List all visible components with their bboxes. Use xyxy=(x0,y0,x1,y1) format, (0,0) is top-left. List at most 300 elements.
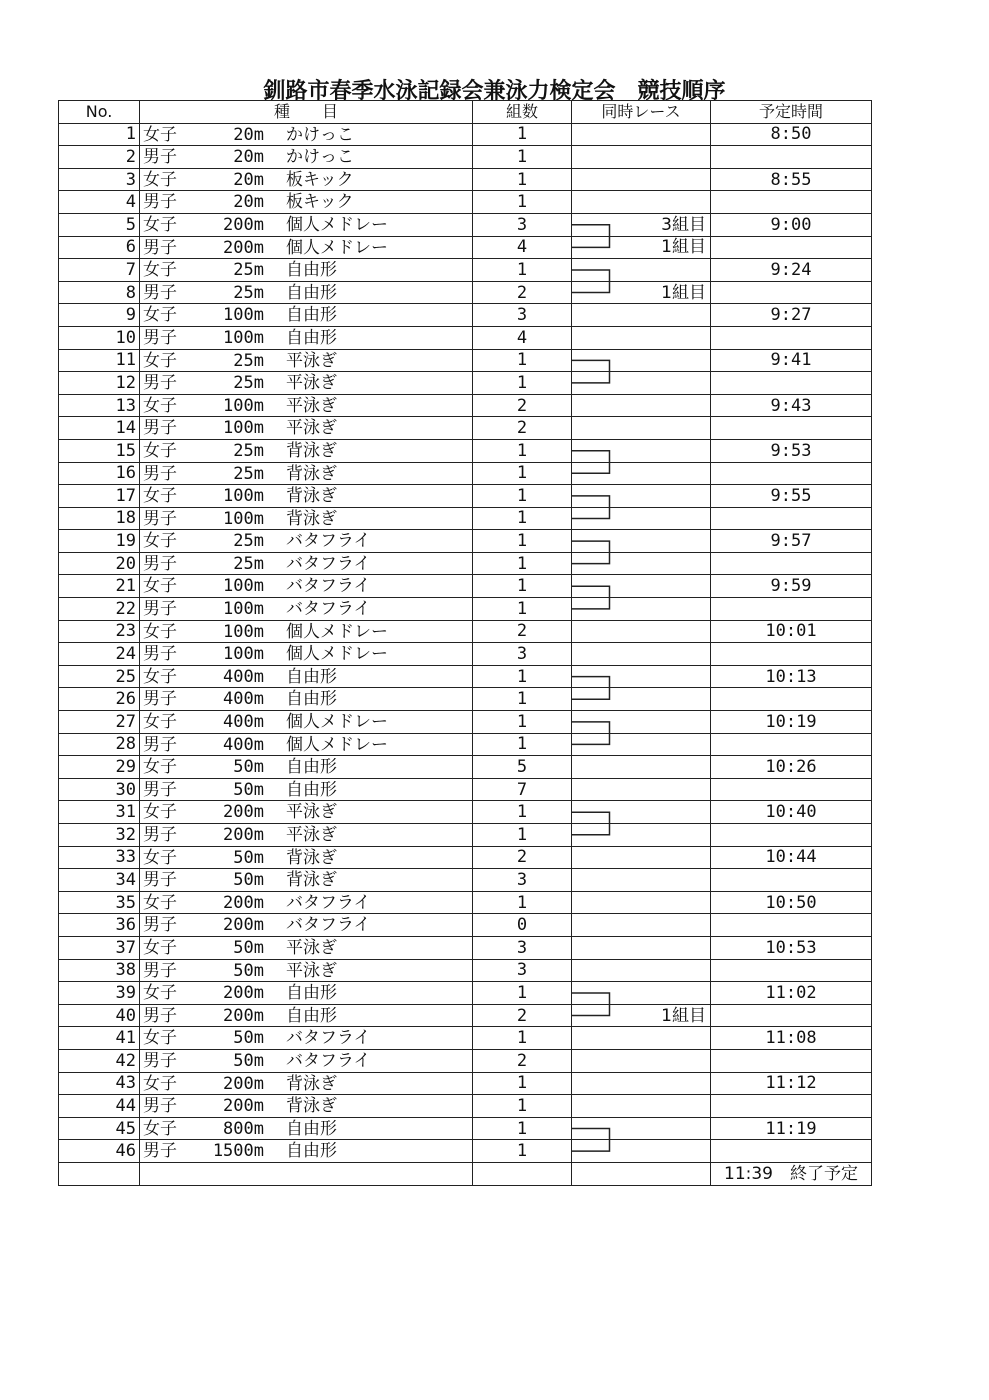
row-distance: 400m xyxy=(223,712,264,733)
row-stroke: かけっこ xyxy=(286,124,354,145)
row-simultaneous xyxy=(572,372,711,395)
row-distance: 50m xyxy=(233,847,264,868)
table-row xyxy=(59,1117,872,1140)
row-event xyxy=(140,191,473,214)
row-time xyxy=(711,959,872,982)
row-simultaneous xyxy=(572,304,711,327)
row-gender: 男子 xyxy=(143,418,177,439)
row-heats: 1 xyxy=(473,1117,572,1140)
row-stroke: 板キック xyxy=(286,169,354,190)
row-gender: 男子 xyxy=(143,779,177,800)
row-simultaneous xyxy=(572,349,711,372)
row-distance: 100m xyxy=(223,327,264,348)
row-no: 37 xyxy=(59,936,140,959)
row-time xyxy=(711,733,872,756)
row-simultaneous xyxy=(572,507,711,530)
row-heats: 1 xyxy=(473,1072,572,1095)
row-distance: 200m xyxy=(223,214,264,235)
row-event xyxy=(140,982,473,1005)
row-stroke: 自由形 xyxy=(286,282,337,303)
row-no: 13 xyxy=(59,394,140,417)
table-row xyxy=(59,801,872,824)
row-heats: 1 xyxy=(473,824,572,847)
row-distance: 1500m xyxy=(212,1141,264,1162)
row-stroke: 自由形 xyxy=(286,305,337,326)
row-no: 23 xyxy=(59,620,140,643)
row-simultaneous xyxy=(572,914,711,937)
row-distance: 800m xyxy=(223,1118,264,1139)
row-distance: 25m xyxy=(233,463,264,484)
row-time xyxy=(711,1004,872,1027)
row-event xyxy=(140,507,473,530)
row-heats: 1 xyxy=(473,168,572,191)
row-gender: 男子 xyxy=(143,192,177,213)
row-event xyxy=(140,485,473,508)
row-time xyxy=(711,1049,872,1072)
row-distance: 100m xyxy=(223,576,264,597)
row-heats: 3 xyxy=(473,869,572,892)
row-no: 1 xyxy=(59,123,140,146)
row-distance: 20m xyxy=(233,192,264,213)
row-time xyxy=(711,191,872,214)
table-row xyxy=(59,372,872,395)
end-time-note: 11:39 終了予定 xyxy=(711,1162,872,1185)
row-gender: 男子 xyxy=(143,1096,177,1117)
row-time xyxy=(711,869,872,892)
row-time: 10:50 xyxy=(711,891,872,914)
row-stroke: 背泳ぎ xyxy=(286,463,337,484)
row-time: 9:00 xyxy=(711,213,872,236)
row-heats: 4 xyxy=(473,326,572,349)
row-time xyxy=(711,643,872,666)
row-distance: 200m xyxy=(223,1073,264,1094)
row-no: 42 xyxy=(59,1049,140,1072)
table-row xyxy=(59,914,872,937)
row-simultaneous xyxy=(572,824,711,847)
row-stroke: 平泳ぎ xyxy=(286,395,337,416)
row-stroke: バタフライ xyxy=(286,915,371,936)
row-stroke: 背泳ぎ xyxy=(286,870,337,891)
row-no: 39 xyxy=(59,982,140,1005)
row-no: 5 xyxy=(59,213,140,236)
row-time: 10:13 xyxy=(711,665,872,688)
row-no: 31 xyxy=(59,801,140,824)
table-row xyxy=(59,168,872,191)
table-row xyxy=(59,733,872,756)
row-event xyxy=(140,168,473,191)
document-title: 釧路市春季水泳記録会兼泳力検定会 競技順序 xyxy=(263,79,726,104)
row-event xyxy=(140,304,473,327)
row-time xyxy=(711,824,872,847)
row-simultaneous xyxy=(572,756,711,779)
row-stroke: 背泳ぎ xyxy=(286,847,337,868)
row-heats: 7 xyxy=(473,778,572,801)
row-event xyxy=(140,869,473,892)
row-no: 46 xyxy=(59,1140,140,1163)
row-no: 26 xyxy=(59,688,140,711)
row-distance: 100m xyxy=(223,486,264,507)
header-heats: 組数 xyxy=(473,101,572,124)
row-stroke: バタフライ xyxy=(286,1028,371,1049)
row-simultaneous xyxy=(572,146,711,169)
row-gender: 女子 xyxy=(143,1073,177,1094)
row-distance: 100m xyxy=(223,418,264,439)
row-event xyxy=(140,236,473,259)
row-time: 9:53 xyxy=(711,439,872,462)
row-event xyxy=(140,620,473,643)
row-gender: 男子 xyxy=(143,1005,177,1026)
row-stroke: バタフライ xyxy=(286,892,371,913)
row-no: 30 xyxy=(59,778,140,801)
row-gender: 女子 xyxy=(143,757,177,778)
row-no: 44 xyxy=(59,1095,140,1118)
row-no: 32 xyxy=(59,824,140,847)
row-distance: 50m xyxy=(233,1050,264,1071)
row-stroke: 個人メドレー xyxy=(286,644,388,665)
row-stroke: 自由形 xyxy=(286,1005,337,1026)
row-no: 12 xyxy=(59,372,140,395)
row-heats: 2 xyxy=(473,394,572,417)
row-event xyxy=(140,326,473,349)
header-simultaneous: 同時レース xyxy=(572,101,711,124)
row-distance: 400m xyxy=(223,734,264,755)
row-distance: 50m xyxy=(233,1028,264,1049)
row-event xyxy=(140,891,473,914)
row-gender: 女子 xyxy=(143,486,177,507)
row-simultaneous xyxy=(572,982,711,1005)
row-no: 11 xyxy=(59,349,140,372)
table-row xyxy=(59,304,872,327)
row-no: 27 xyxy=(59,711,140,734)
row-gender: 男子 xyxy=(143,508,177,529)
row-gender: 男子 xyxy=(143,282,177,303)
footer-empty-heats xyxy=(473,1162,572,1185)
row-time: 9:24 xyxy=(711,259,872,282)
row-heats: 1 xyxy=(473,259,572,282)
row-simultaneous xyxy=(572,123,711,146)
row-gender: 男子 xyxy=(143,147,177,168)
row-no: 7 xyxy=(59,259,140,282)
row-heats: 3 xyxy=(473,304,572,327)
table-row xyxy=(59,575,872,598)
row-simultaneous xyxy=(572,1072,711,1095)
row-time xyxy=(711,1095,872,1118)
row-simultaneous xyxy=(572,439,711,462)
row-simultaneous xyxy=(572,643,711,666)
row-stroke: 背泳ぎ xyxy=(286,440,337,461)
row-stroke: 自由形 xyxy=(286,1141,337,1162)
row-heats: 1 xyxy=(473,1095,572,1118)
row-simultaneous xyxy=(572,191,711,214)
row-simultaneous xyxy=(572,598,711,621)
row-distance: 200m xyxy=(223,802,264,823)
row-stroke: 自由形 xyxy=(286,757,337,778)
row-stroke: 平泳ぎ xyxy=(286,802,337,823)
row-gender: 男子 xyxy=(143,644,177,665)
row-distance: 20m xyxy=(233,147,264,168)
table-row xyxy=(59,552,872,575)
row-distance: 50m xyxy=(233,870,264,891)
row-simultaneous xyxy=(572,575,711,598)
row-simultaneous: 1組目 xyxy=(572,281,711,304)
table-row xyxy=(59,688,872,711)
row-no: 10 xyxy=(59,326,140,349)
table-row xyxy=(59,394,872,417)
row-stroke: かけっこ xyxy=(286,147,354,168)
row-time xyxy=(711,462,872,485)
row-simultaneous xyxy=(572,620,711,643)
table-row xyxy=(59,959,872,982)
row-heats: 1 xyxy=(473,665,572,688)
row-simultaneous xyxy=(572,1117,711,1140)
row-event xyxy=(140,123,473,146)
row-simultaneous xyxy=(572,552,711,575)
row-no: 19 xyxy=(59,530,140,553)
row-simultaneous xyxy=(572,1095,711,1118)
row-gender: 男子 xyxy=(143,915,177,936)
row-event xyxy=(140,846,473,869)
header-time: 予定時間 xyxy=(711,101,872,124)
row-event xyxy=(140,349,473,372)
row-heats: 1 xyxy=(473,688,572,711)
row-heats: 1 xyxy=(473,1140,572,1163)
row-no: 17 xyxy=(59,485,140,508)
row-time: 9:41 xyxy=(711,349,872,372)
header-no: No. xyxy=(59,101,140,124)
row-gender: 女子 xyxy=(143,169,177,190)
row-time xyxy=(711,281,872,304)
row-event xyxy=(140,914,473,937)
row-heats: 2 xyxy=(473,281,572,304)
row-event xyxy=(140,146,473,169)
row-stroke: 自由形 xyxy=(286,327,337,348)
row-heats: 1 xyxy=(473,552,572,575)
table-row xyxy=(59,936,872,959)
row-stroke: 平泳ぎ xyxy=(286,825,337,845)
row-heats: 1 xyxy=(473,191,572,214)
table-row xyxy=(59,711,872,734)
row-event xyxy=(140,552,473,575)
row-stroke: 平泳ぎ xyxy=(286,960,337,981)
row-no: 25 xyxy=(59,665,140,688)
row-heats: 3 xyxy=(473,936,572,959)
table-row xyxy=(59,869,872,892)
row-heats: 1 xyxy=(473,598,572,621)
row-heats: 1 xyxy=(473,123,572,146)
row-stroke: 平泳ぎ xyxy=(286,373,337,394)
row-heats: 1 xyxy=(473,462,572,485)
row-time: 9:27 xyxy=(711,304,872,327)
row-time: 9:57 xyxy=(711,530,872,553)
row-event xyxy=(140,1117,473,1140)
row-distance: 25m xyxy=(233,553,264,574)
row-time: 11:19 xyxy=(711,1117,872,1140)
row-heats: 1 xyxy=(473,439,572,462)
row-gender: 女子 xyxy=(143,666,177,687)
footer-empty-no xyxy=(59,1162,140,1185)
row-simultaneous xyxy=(572,891,711,914)
row-time xyxy=(711,778,872,801)
row-event xyxy=(140,372,473,395)
row-gender: 男子 xyxy=(143,960,177,981)
row-no: 36 xyxy=(59,914,140,937)
row-time xyxy=(711,914,872,937)
row-no: 6 xyxy=(59,236,140,259)
row-time: 10:01 xyxy=(711,620,872,643)
row-heats: 2 xyxy=(473,1049,572,1072)
footer-empty-event xyxy=(140,1162,473,1185)
row-gender: 男子 xyxy=(143,237,177,258)
row-simultaneous xyxy=(572,462,711,485)
row-heats: 4 xyxy=(473,236,572,259)
row-heats: 1 xyxy=(473,507,572,530)
table-row xyxy=(59,1049,872,1072)
row-stroke: 平泳ぎ xyxy=(286,350,337,371)
row-time xyxy=(711,236,872,259)
row-simultaneous xyxy=(572,733,711,756)
table-row xyxy=(59,236,872,259)
row-event xyxy=(140,801,473,824)
race-order-table xyxy=(58,100,872,1186)
row-no: 16 xyxy=(59,462,140,485)
row-distance: 100m xyxy=(223,599,264,620)
row-distance: 100m xyxy=(223,305,264,326)
row-distance: 200m xyxy=(223,892,264,913)
row-heats: 1 xyxy=(473,146,572,169)
row-stroke: 自由形 xyxy=(286,689,337,710)
row-distance: 200m xyxy=(223,1096,264,1117)
row-gender: 女子 xyxy=(143,712,177,733)
row-no: 15 xyxy=(59,439,140,462)
row-gender: 男子 xyxy=(143,825,177,845)
row-time: 10:40 xyxy=(711,801,872,824)
table-row xyxy=(59,281,872,304)
row-simultaneous xyxy=(572,1027,711,1050)
row-time: 10:53 xyxy=(711,936,872,959)
row-event xyxy=(140,1072,473,1095)
table-row xyxy=(59,891,872,914)
row-time: 11:12 xyxy=(711,1072,872,1095)
row-event xyxy=(140,394,473,417)
row-time: 11:02 xyxy=(711,982,872,1005)
row-stroke: バタフライ xyxy=(286,576,371,597)
table-row xyxy=(59,643,872,666)
row-stroke: バタフライ xyxy=(286,599,371,620)
row-event xyxy=(140,711,473,734)
footer-empty-sim xyxy=(572,1162,711,1185)
row-distance: 100m xyxy=(223,644,264,665)
row-stroke: 自由形 xyxy=(286,1118,337,1139)
row-simultaneous xyxy=(572,711,711,734)
row-event xyxy=(140,281,473,304)
row-distance: 400m xyxy=(223,689,264,710)
row-distance: 50m xyxy=(233,960,264,981)
row-distance: 25m xyxy=(233,350,264,371)
row-gender: 男子 xyxy=(143,870,177,891)
row-event xyxy=(140,959,473,982)
row-simultaneous xyxy=(572,801,711,824)
row-stroke: バタフライ xyxy=(286,553,371,574)
row-event xyxy=(140,688,473,711)
row-distance: 25m xyxy=(233,531,264,552)
row-simultaneous xyxy=(572,1049,711,1072)
row-no: 9 xyxy=(59,304,140,327)
table-row xyxy=(59,146,872,169)
row-event xyxy=(140,575,473,598)
row-heats: 1 xyxy=(473,372,572,395)
row-event xyxy=(140,213,473,236)
row-simultaneous xyxy=(572,688,711,711)
row-no: 29 xyxy=(59,756,140,779)
row-distance: 20m xyxy=(233,169,264,190)
row-heats: 2 xyxy=(473,620,572,643)
table-row xyxy=(59,507,872,530)
row-distance: 50m xyxy=(233,937,264,958)
row-no: 24 xyxy=(59,643,140,666)
row-stroke: バタフライ xyxy=(286,1050,371,1071)
row-event xyxy=(140,665,473,688)
row-simultaneous xyxy=(572,394,711,417)
row-simultaneous: 1組目 xyxy=(572,1004,711,1027)
row-stroke: 平泳ぎ xyxy=(286,418,337,439)
row-distance: 20m xyxy=(233,124,264,145)
table-row xyxy=(59,1004,872,1027)
row-event xyxy=(140,733,473,756)
table-row xyxy=(59,598,872,621)
row-distance: 400m xyxy=(223,666,264,687)
row-no: 21 xyxy=(59,575,140,598)
row-distance: 25m xyxy=(233,282,264,303)
row-distance: 100m xyxy=(223,395,264,416)
row-gender: 男子 xyxy=(143,734,177,755)
table-row xyxy=(59,213,872,236)
row-simultaneous xyxy=(572,168,711,191)
row-event xyxy=(140,439,473,462)
row-time xyxy=(711,507,872,530)
row-event xyxy=(140,778,473,801)
row-heats: 1 xyxy=(473,530,572,553)
row-time: 8:55 xyxy=(711,168,872,191)
row-simultaneous xyxy=(572,1140,711,1163)
row-heats: 1 xyxy=(473,349,572,372)
table-row xyxy=(59,123,872,146)
row-no: 4 xyxy=(59,191,140,214)
row-time xyxy=(711,146,872,169)
header-event: 種 目 xyxy=(140,101,473,124)
row-stroke: 自由形 xyxy=(286,666,337,687)
row-no: 3 xyxy=(59,168,140,191)
row-simultaneous xyxy=(572,959,711,982)
row-gender: 女子 xyxy=(143,621,177,642)
row-no: 35 xyxy=(59,891,140,914)
row-stroke: バタフライ xyxy=(286,531,371,552)
table-row xyxy=(59,824,872,847)
row-stroke: 自由形 xyxy=(286,260,337,281)
row-no: 41 xyxy=(59,1027,140,1050)
row-no: 38 xyxy=(59,959,140,982)
row-gender: 女子 xyxy=(143,395,177,416)
table-row xyxy=(59,665,872,688)
row-event xyxy=(140,643,473,666)
row-event xyxy=(140,259,473,282)
row-gender: 女子 xyxy=(143,305,177,326)
row-event xyxy=(140,1027,473,1050)
row-simultaneous xyxy=(572,665,711,688)
row-stroke: 個人メドレー xyxy=(286,237,388,258)
row-gender: 女子 xyxy=(143,124,177,145)
table-row xyxy=(59,349,872,372)
table-row xyxy=(59,485,872,508)
